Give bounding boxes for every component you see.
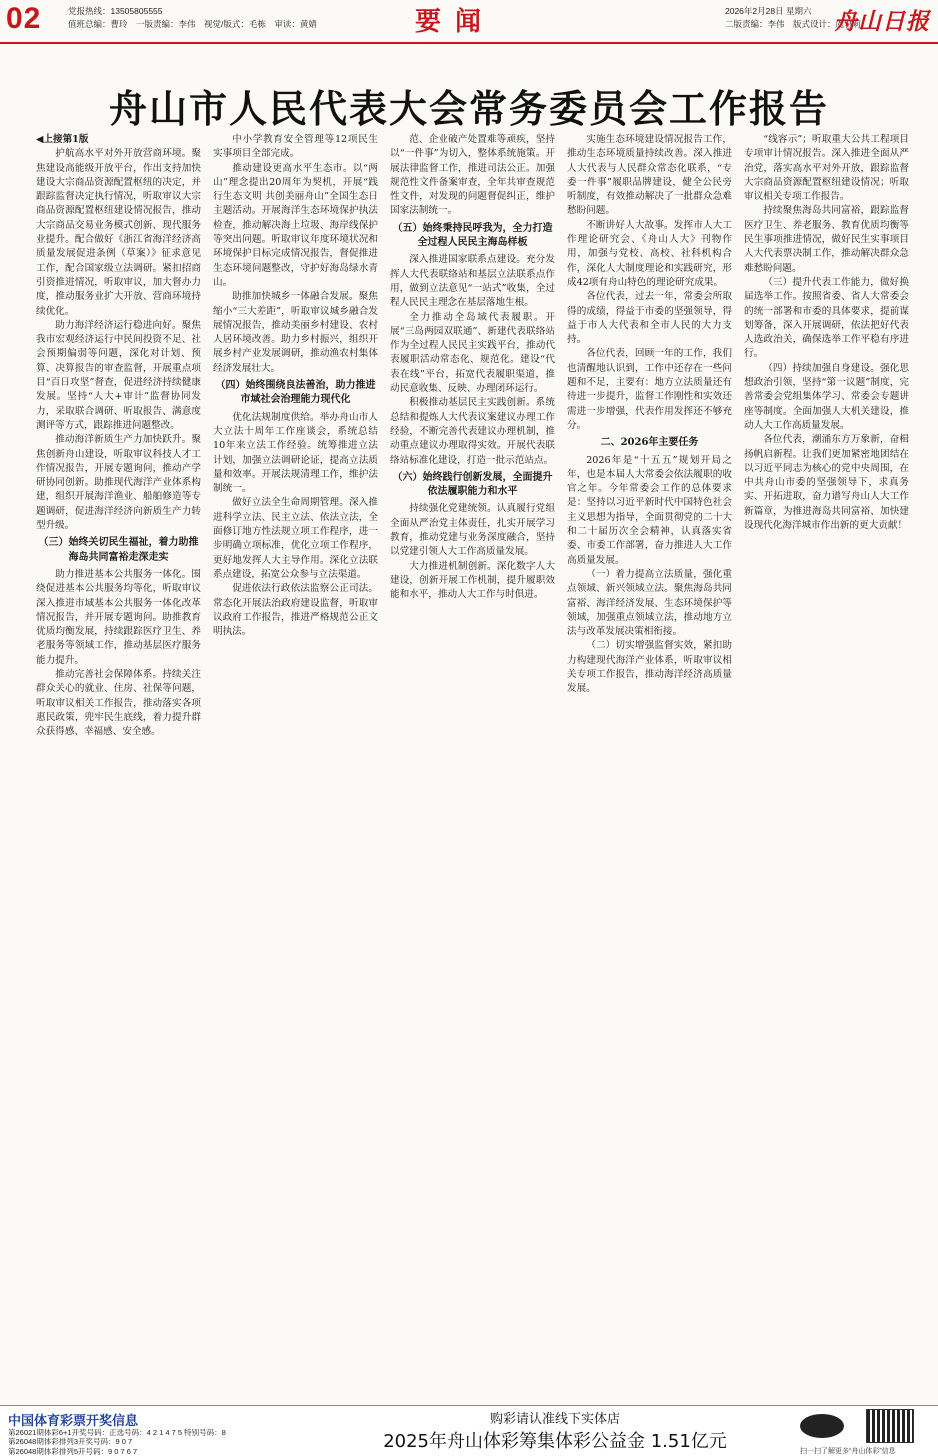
lottery-line: 第26048期体彩排列3开奖号码：9 0 7 [8, 1437, 133, 1447]
article-body [36, 133, 908, 1405]
paragraph: 中小学教育安全管理等12项民生实事项目全部完成。 [213, 134, 378, 160]
lottery-ad [330, 1408, 780, 1453]
hotline-line: 党报热线：13505805555 [68, 6, 163, 16]
lottery-results [8, 1428, 226, 1456]
lottery-title: 中国体育彩票开奖信息 [8, 1413, 139, 1428]
continued-note: ◀上接第1版 [36, 134, 89, 145]
column-2 [213, 133, 378, 1405]
column-3 [390, 133, 555, 1405]
subheading: 二、2026年主要任务 [600, 437, 699, 449]
lottery-line: 第26048期体彩排列5开号码：9 0 7 6 7 [8, 1446, 138, 1456]
column-4 [567, 133, 732, 1405]
paragraph: （四）持续加强自身建设。强化思想政治引领，坚持“第一议题”制度，完善常委会党组集体学习、常委会专题讲座等制度。全面加强人大机关建设，推动人大工作高质量发展。 [744, 362, 909, 431]
subheading: （三）始终关切民生福祉，着力助推海岛共同富裕走深走实 [38, 537, 199, 563]
paragraph: “线容示”；听取重大公共工程项目专项审计情况报告。深入推进全面从严治党，落实高水平对外开放，跟踪监督大宗商品资源配置枢纽建设情况；听取审议相关专项工作报告。 [744, 134, 909, 203]
paragraph: 实施生态环境建设情况报告工作，推动生态环境质量持续改善。深入推进人大代表与人民群众常态化联系，“专委一件事”履职品牌建设，健全公民旁听制度，有效推动解决了一批群众急难愁盼问题。 [567, 134, 732, 217]
paragraph: 范、企业破产处置难等顽疾，坚持以“一件事”为切入，整体系统施策。开展法律监督工作，推进司法公正。加强规范性文件备案审查，全年共审查规范性文件，对发现的问题督促纠正，维护国家法制统一。 [390, 134, 555, 217]
paragraph: （三）提升代表工作能力，做好换届选举工作。按照省委、省人大常委会的统一部署和市委的具体要求，提前谋划筹备，深入开展调研，依法把好代表人选政治关，确保选举工作平稳有序进行。 [744, 276, 909, 360]
ad-line: 购彩请认准线下实体店 [489, 1412, 620, 1427]
paragraph: 推动海洋新质生产力加快跃升。聚焦创新舟山建设，听取审议科技人才工作情况报告，开展专题询问，推动产学研协同创新。助推现代海洋产业体系构建，组织开展海洋渔业、船舶修造等专题调研，促进海洋经济向新质生产力转型升级。 [36, 434, 201, 532]
section-name: 要闻 [415, 7, 496, 37]
paragraph: 优化法规制度供给。举办舟山市人大立法十周年工作座谈会，系统总结10年来立法工作经验。统筹推进立法计划，加强立法调研论证，提高立法质量和效率。开展法规清理工作，维护法制统一。 [213, 411, 378, 495]
paragraph: （一）着力提高立法质量，强化重点领域、新兴领域立法。聚焦海岛共同富裕、海洋经济发展、生态环境保护等领域，加强重点领域立法，推动地方立法与改革发展决策相衔接。 [567, 568, 732, 638]
editor-line: 值班总编：曹玲 一版责编：李伟 视觉/版式：毛栋 审读：黄婧 [68, 19, 317, 29]
paragraph: （二）切实增强监督实效，紧扣助力构建现代海洋产业体系，听取审议相关专项工作报告，推动海洋经济高质量发展。 [567, 640, 732, 695]
subheading: （四）始终围绕良法善治，助力推进市域社会治理能力现代化 [215, 380, 376, 406]
newspaper-logo: 舟山日报 [834, 8, 930, 35]
paragraph: 大力推进机制创新。深化数字人大建设，创新开展工作机制，提升履职效能和水平，推动人大工作与时俱进。 [390, 560, 555, 601]
date-line: 2026年2月28日 星期六 [725, 6, 812, 16]
paragraph: 积极推动基层民主实践创新。系统总结和提炼人大代表议案建议办理工作经验，不断完善代表建议办理机制，推动重点建议办理取得实效。开展代表联络站标准化建设，打造一批示范站点。 [390, 397, 555, 466]
paragraph: 深入推进国家联系点建设。充分发挥人大代表联络站和基层立法联系点作用，做到立法意见“一站式”收集，全过程人民民主理念在基层落地生根。 [390, 254, 555, 309]
paragraph: 各位代表，回顾一年的工作，我们也清醒地认识到，工作中还存在一些问题和不足，主要有：地方立法质量还有待进一步提升，监督工作刚性和实效还需进一步增强，代表作用发挥还不够充分。 [567, 348, 732, 431]
paragraph: 护航高水平对外开放营商环境。聚焦建设高能级开放平台，作出支持加快建设大宗商品资源配置枢纽的决定，并跟踪监督决定执行情况，听取审议大宗商品资源配置枢纽建设情况报告，推动大宗商品交易业务模式创新、现代服务业提升。配合做好《浙江省海洋经济高质量发展促进条例（草案）》征求意见工作，配合国家级立法调研。紧扣招商引资推进情况，听取审议，加大督办力度，推动服务业扩大开放、营商环境持续优化。 [36, 148, 201, 317]
subheading: （五）始终秉持民呼我为，全力打造全过程人民民主海岛样板 [392, 222, 553, 249]
ad-line: 2025年舟山体彩筹集体彩公益金 1.51亿元 [383, 1431, 727, 1452]
lottery-footer [0, 1405, 938, 1456]
paragraph: 不断讲好人大故事。发挥市人大工作理论研究会、《舟山人大》刊物作用，加强与党校、高校、社科机构合作，深化人大制度理论和实践研究，形成42项有舟山特色的理论研究成果。 [567, 219, 732, 288]
article-title: 舟山市人民代表大会常务委员会工作报告 [108, 87, 829, 131]
column-5 [744, 133, 909, 1405]
header-left-info [68, 5, 317, 31]
lottery-line: 第26021期体彩6+1开奖号码：正选号码：4 2 1 4 7 5 特别号码：8 [8, 1428, 226, 1437]
paragraph: 助推加快城乡一体融合发展。聚焦缩小“三大差距”，听取审议城乡融合发展情况报告，推动美丽乡村建设、农村人居环境改善。助力乡村振兴，组织开展乡村产业发展调研，推动渔农村集体经济发展壮大。 [213, 291, 378, 374]
column-1 [36, 133, 201, 1405]
subheading: （六）始终践行创新发展，全面提升依法履职能力和水平 [392, 471, 553, 498]
paragraph: 助力海洋经济运行稳进向好。聚焦我市宏观经济运行中民间投资不足、社会预期偏弱等问题，深化对计划、预算、决算报告的审查监督，开展重点项目“百日攻坚”督查，促进经济持续健康发展。坚持“人大+审计”监督协同发力，采取联合调研、听取报告、满意度测评等方式，跟踪推进问题整改。 [36, 319, 201, 431]
paragraph: 2026年是“十五五”规划开局之年，也是本届人大常委会依法履职的收官之年。今年常委会工作的总体要求是：坚持以习近平新时代中国特色社会主义思想为指导，全面贯彻党的二十大和二十届历次全会精神，认真落实省委、市委工作部署，奋力推进人大工作高质量发展。 [567, 454, 732, 566]
qr-caption: 扫一扫了解更多“舟山体彩”信息 [800, 1448, 896, 1455]
paragraph: 各位代表，潮涌东方万象新，奋楫扬帆启新程。让我们更加紧密地团结在以习近平同志为核心的党中央周围，在中共舟山市委的坚强领导下，求真务实、开拓进取，奋力谱写舟山人大工作新篇章，为推进海岛共同富裕、加快建设现代化海洋城市作出新的更大贡献！ [744, 434, 909, 532]
paragraph: 做好立法全生命周期管理。深入推进科学立法、民主立法、依法立法，全面修订地方性法规立项工作程序，进一步明确立项标准，优化立项工作程序，更好地发挥人大主导作用。深化立法联系点建设，拓宽公众参与立法渠道。 [213, 497, 378, 580]
paragraph: 持续聚焦海岛共同富裕，跟踪监督医疗卫生、养老服务、教育优质均衡等民生事项推进情况，做好民生实事项目人大代表票决制工作，推动解决群众急难愁盼问题。 [744, 205, 909, 274]
paragraph: 各位代表，过去一年，常委会所取得的成绩，得益于市委的坚强领导，得益于市人大代表和全市人民的大力支持。 [567, 291, 732, 346]
qr-code-icon[interactable] [866, 1409, 914, 1443]
paragraph: 持续强化党建统领。认真履行党组全面从严治党主体责任，扎实开展学习教育，推动党建与业务深度融合，坚持以党建引领人大工作高质量发展。 [390, 503, 555, 558]
paragraph: 促进依法行政依法监察公正司法。常态化开展法治政府建设监督，听取审议政府工作报告，推进严格规范公正文明执法。 [213, 583, 378, 638]
social-icon [800, 1414, 844, 1438]
paragraph: 推动建设更高水平生态市。以“两山”理念提出20周年为契机，开展“践行生态文明 共创美丽舟山”全国生态日主题活动。开展海洋生态环境保护执法检查，推动解决海上垃圾、海岸线保护等突出问题。听取审议年度环境状况和环境保护目标完成情况报告，督促推进生态环境问题整改，守护好海岛绿水青山。 [213, 162, 378, 288]
page-header [0, 0, 938, 44]
paragraph: 助力推进基本公共服务一体化。围绕促进基本公共服务均等化，听取审议深入推进市域基本公共服务一体化改革情况报告，并开展专题询问。助推教育优质均衡发展，持续跟踪医疗卫生、养老服务等领域工作，推动基层医疗服务能力提升。 [36, 568, 201, 666]
paragraph: 推动完善社会保障体系。持续关注群众关心的就业、住房、社保等问题，听取审议相关工作报告，推动落实各项惠民政策，兜牢民生底线，着力提升群众获得感、幸福感、安全感。 [36, 668, 201, 738]
paragraph: 全力推动全岛域代表履职。开展“三岛两园双联通”、新建代表联络站作为全过程人民民主实践平台，推动代表履职活动常态化、规范化。建设“代表在线”平台，拓宽代表履职渠道，推动民意收集、反映、办理闭环运行。 [390, 311, 555, 395]
page-number: 02 [6, 2, 42, 35]
editor-right-line: 二版责编：李伟 版式设计：虞君莉 [725, 19, 862, 29]
